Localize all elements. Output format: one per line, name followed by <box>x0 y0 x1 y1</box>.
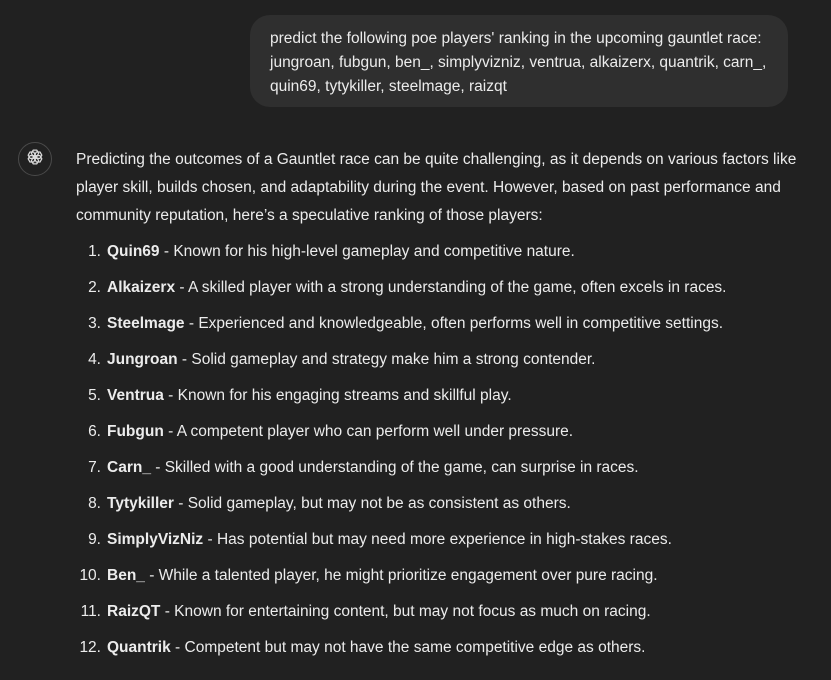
player-description: - Known for his high-level gameplay and competitive nature. <box>159 243 575 260</box>
player-description: - Experienced and knowledgeable, often performs well in competitive settings. <box>184 315 724 332</box>
player-name: Ben_ <box>107 567 145 584</box>
rank-number: 2. <box>88 279 101 296</box>
ranking-item <box>76 346 816 382</box>
player-name: Jungroan <box>107 351 178 368</box>
assistant-message <box>76 146 816 670</box>
rank-number: 8. <box>88 495 101 512</box>
ranking-item <box>76 634 816 670</box>
player-description: - A competent player who can perform well under pressure. <box>163 423 574 440</box>
ranking-list <box>76 238 816 670</box>
ranking-item <box>76 490 816 526</box>
player-description: - Has potential but may need more experience in high-stakes races. <box>203 531 672 548</box>
player-description: - A skilled player with a strong understanding of the game, often excels in races. <box>175 279 727 296</box>
ranking-item <box>76 562 816 598</box>
assistant-intro-text: Predicting the outcomes of a Gauntlet race can be quite challenging, as it depends on various factors like player skill, builds chosen, and adaptability during the event. However, based on past performance and community reputation, here’s a speculative ranking of those players: <box>76 151 797 224</box>
player-name: Quin69 <box>107 243 160 260</box>
rank-number: 6. <box>88 423 101 440</box>
player-description: - Competent but may not have the same competitive edge as others. <box>170 639 646 656</box>
player-name: Ventrua <box>107 387 164 404</box>
ranking-item <box>76 418 816 454</box>
rank-number: 11. <box>80 603 101 620</box>
player-description: - Solid gameplay and strategy make him a strong contender. <box>177 351 596 368</box>
ranking-item <box>76 238 816 274</box>
ranking-item <box>76 382 816 418</box>
ranking-item <box>76 310 816 346</box>
user-message-text: predict the following poe players' ranking in the upcoming gauntlet race: jungroan, fubgun, ben_, simplyvizniz, ventrua, alkaizerx, quantrik, carn_, quin69, tytykiller, steelmage, raizqt <box>270 30 767 95</box>
player-name: Carn_ <box>107 459 151 476</box>
player-name: SimplyVizNiz <box>107 531 204 548</box>
ranking-item <box>76 598 816 634</box>
assistant-avatar <box>18 142 52 176</box>
player-name: Tytykiller <box>107 495 174 512</box>
openai-logo-icon <box>25 147 45 172</box>
rank-number: 12. <box>79 639 101 656</box>
player-name: Steelmage <box>107 315 185 332</box>
rank-number: 3. <box>88 315 101 332</box>
player-description: - Skilled with a good understanding of the game, can surprise in races. <box>150 459 639 476</box>
player-description: - Solid gameplay, but may not be as consistent as others. <box>173 495 571 512</box>
player-description: - Known for entertaining content, but may not focus as much on racing. <box>160 603 651 620</box>
rank-number: 10. <box>79 567 101 584</box>
player-name: Alkaizerx <box>107 279 176 296</box>
ranking-item <box>76 454 816 490</box>
rank-number: 9. <box>88 531 101 548</box>
player-description: - Known for his engaging streams and skillful play. <box>163 387 512 404</box>
rank-number: 5. <box>88 387 101 404</box>
player-description: - While a talented player, he might prioritize engagement over pure racing. <box>144 567 658 584</box>
ranking-item <box>76 274 816 310</box>
rank-number: 1. <box>88 243 101 260</box>
player-name: RaizQT <box>107 603 161 620</box>
user-message-bubble <box>250 15 788 107</box>
rank-number: 4. <box>88 351 101 368</box>
ranking-item <box>76 526 816 562</box>
player-name: Fubgun <box>107 423 164 440</box>
player-name: Quantrik <box>107 639 171 656</box>
rank-number: 7. <box>88 459 101 476</box>
